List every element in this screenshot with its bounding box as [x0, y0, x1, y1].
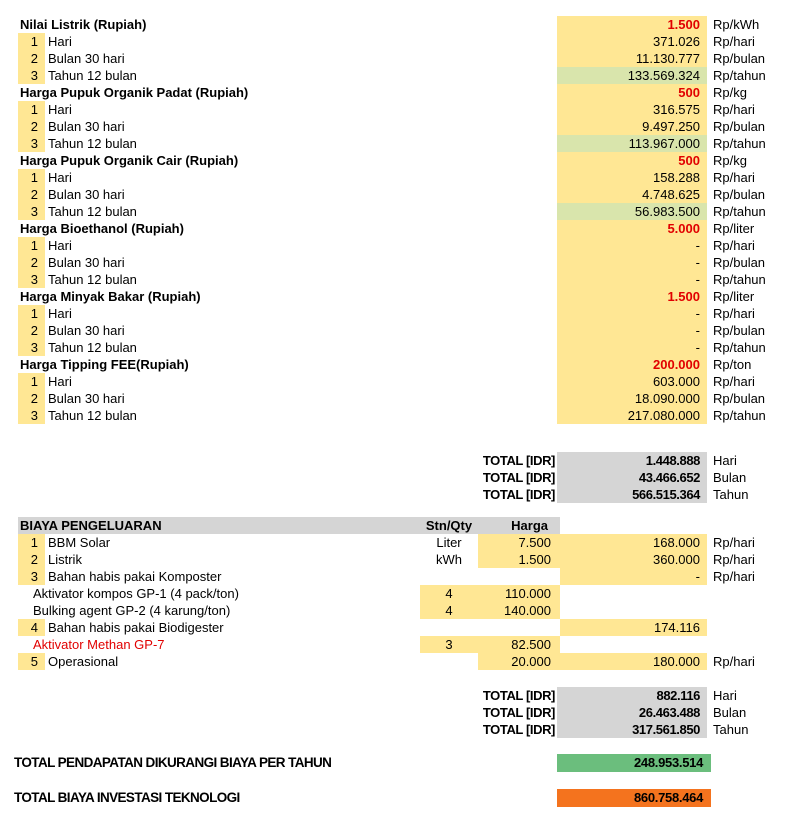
qty-cell: kWh — [436, 552, 462, 567]
expense-row — [0, 653, 786, 670]
total-value-cell: 26.463.488 — [557, 704, 707, 721]
row-number-cell: 1 — [18, 534, 45, 551]
row-number-cell: 3 — [18, 407, 45, 424]
period-label: Hari — [713, 453, 737, 468]
row-number-cell: 2 — [18, 254, 45, 271]
value-cell[interactable]: 371.026 — [557, 33, 707, 50]
summary-label: TOTAL BIAYA INVESTASI TEKNOLOGI — [14, 790, 240, 805]
summary-value-cell: 248.953.514 — [557, 754, 711, 772]
revenue-total-row — [0, 452, 786, 469]
unit-label: Rp/hari — [713, 102, 755, 117]
revenue-row — [0, 67, 786, 84]
row-label: Aktivator kompos GP-1 (4 pack/ton) — [33, 586, 239, 601]
unit-label: Rp/tahun — [713, 68, 766, 83]
value-cell[interactable]: 316.575 — [557, 101, 707, 118]
price-cell[interactable]: 140.000 — [478, 602, 560, 619]
revenue-row — [0, 254, 786, 271]
unit-label: Rp/kWh — [713, 17, 760, 32]
value-cell[interactable]: 113.967.000 — [557, 135, 707, 152]
expense-total-row — [0, 704, 786, 721]
total-value-cell: 566.515.364 — [557, 486, 707, 503]
revenue-row — [0, 271, 786, 288]
value-cell[interactable]: 133.569.324 — [557, 67, 707, 84]
revenue-total-row — [0, 486, 786, 503]
unit-label: Rp/hari — [713, 306, 755, 321]
expenses-col-price-header: Harga — [511, 518, 548, 533]
total-value-cell: 882.116 — [557, 687, 707, 704]
total-value-cell: 43.466.652 — [557, 469, 707, 486]
revenue-row — [0, 118, 786, 135]
row-label: Bulan 30 hari — [48, 51, 125, 66]
summary-value-cell: 860.758.464 — [557, 789, 711, 807]
section-title: Harga Tipping FEE(Rupiah) — [20, 357, 189, 372]
unit-label: Rp/ton — [713, 357, 752, 372]
price-cell[interactable]: 7.500 — [478, 534, 560, 551]
qty-cell[interactable]: 3 — [420, 636, 478, 653]
summary-row — [0, 754, 786, 772]
value-cell[interactable]: - — [557, 305, 707, 322]
expense-row — [0, 585, 786, 602]
unit-label: Rp/tahun — [713, 408, 766, 423]
expenses-header-row — [0, 517, 786, 534]
value-cell[interactable]: 9.497.250 — [557, 118, 707, 135]
section-title: Harga Bioethanol (Rupiah) — [20, 221, 184, 236]
total-label: TOTAL [IDR] — [482, 688, 555, 703]
price-input-cell[interactable]: 500 — [557, 152, 707, 169]
row-label: Bulan 30 hari — [48, 187, 125, 202]
section-title: Harga Minyak Bakar (Rupiah) — [20, 289, 201, 304]
section-header-row — [0, 288, 786, 305]
unit-label: Rp/liter — [713, 221, 755, 236]
expense-row — [0, 551, 786, 568]
row-label: BBM Solar — [48, 535, 111, 550]
row-number-cell: 5 — [18, 653, 45, 670]
row-number-cell: 1 — [18, 305, 45, 322]
value-cell[interactable]: - — [557, 254, 707, 271]
price-cell[interactable]: 82.500 — [478, 636, 560, 653]
row-label: Tahun 12 bulan — [48, 68, 137, 83]
row-label: Bulan 30 hari — [48, 255, 125, 270]
amount-cell[interactable]: - — [560, 568, 707, 585]
revenue-row — [0, 322, 786, 339]
row-label: Bulan 30 hari — [48, 391, 125, 406]
row-label: Listrik — [48, 552, 82, 567]
section-header-row — [0, 152, 786, 169]
revenue-row — [0, 390, 786, 407]
section-header-row — [0, 356, 786, 373]
price-input-cell[interactable]: 200.000 — [557, 356, 707, 373]
amount-cell[interactable]: 174.116 — [560, 619, 707, 636]
row-label: Tahun 12 bulan — [48, 272, 137, 287]
unit-label: Rp/tahun — [713, 204, 766, 219]
row-label: Tahun 12 bulan — [48, 408, 137, 423]
expense-total-row — [0, 687, 786, 704]
section-header-row — [0, 220, 786, 237]
value-cell[interactable]: 217.080.000 — [557, 407, 707, 424]
row-label: Aktivator Methan GP-7 — [33, 637, 165, 652]
summary-row — [0, 789, 786, 807]
revenue-row — [0, 135, 786, 152]
row-label: Tahun 12 bulan — [48, 204, 137, 219]
unit-label: Rp/kg — [713, 85, 747, 100]
unit-label: Rp/hari — [713, 535, 755, 550]
expense-row — [0, 602, 786, 619]
value-cell[interactable]: 18.090.000 — [557, 390, 707, 407]
unit-label: Rp/tahun — [713, 136, 766, 151]
section-header-row — [0, 84, 786, 101]
unit-label: Rp/bulan — [713, 255, 766, 270]
amount-cell[interactable]: 168.000 — [560, 534, 707, 551]
unit-label: Rp/kg — [713, 153, 747, 168]
section-title: Nilai Listrik (Rupiah) — [20, 17, 147, 32]
row-label: Operasional — [48, 654, 119, 669]
section-title: Harga Pupuk Organik Padat (Rupiah) — [20, 85, 249, 100]
section-header-row — [0, 16, 786, 33]
revenue-row — [0, 203, 786, 220]
row-number-cell: 3 — [18, 67, 45, 84]
revenue-row — [0, 305, 786, 322]
total-label: TOTAL [IDR] — [482, 705, 555, 720]
revenue-total-row — [0, 469, 786, 486]
row-number-cell: 2 — [18, 390, 45, 407]
revenue-row — [0, 50, 786, 67]
row-number-cell: 2 — [18, 50, 45, 67]
qty-cell[interactable]: 4 — [420, 602, 478, 619]
qty-cell[interactable]: 4 — [420, 585, 478, 602]
section-title: Harga Pupuk Organik Cair (Rupiah) — [20, 153, 239, 168]
total-label: TOTAL [IDR] — [482, 470, 555, 485]
unit-label: Rp/hari — [713, 374, 755, 389]
total-value-cell: 317.561.850 — [557, 721, 707, 738]
row-label: Bulan 30 hari — [48, 119, 125, 134]
value-cell[interactable]: 56.983.500 — [557, 203, 707, 220]
row-number-cell: 2 — [18, 551, 45, 568]
period-label: Bulan — [713, 705, 747, 720]
revenue-row — [0, 237, 786, 254]
value-cell[interactable]: - — [557, 271, 707, 288]
row-label: Bulking agent GP-2 (4 karung/ton) — [33, 603, 231, 618]
expenses-header-title: BIAYA PENGELUARAN — [20, 518, 162, 533]
value-cell[interactable]: - — [557, 339, 707, 356]
row-label: Hari — [48, 170, 72, 185]
row-number-cell: 3 — [18, 339, 45, 356]
price-cell[interactable]: 20.000 — [478, 653, 560, 670]
unit-label: Rp/bulan — [713, 187, 766, 202]
value-cell[interactable]: 603.000 — [557, 373, 707, 390]
total-label: TOTAL [IDR] — [482, 722, 555, 737]
expenses-col-qty-header: Stn/Qty — [425, 518, 473, 533]
revenue-row — [0, 373, 786, 390]
unit-label: Rp/hari — [713, 552, 755, 567]
row-label: Hari — [48, 34, 72, 49]
unit-label: Rp/hari — [713, 170, 755, 185]
row-number-cell: 1 — [18, 169, 45, 186]
unit-label: Rp/bulan — [713, 51, 766, 66]
period-label: Bulan — [713, 470, 747, 485]
summary-label: TOTAL PENDAPATAN DIKURANGI BIAYA PER TAHUN — [14, 755, 332, 770]
expense-row — [0, 568, 786, 585]
expense-row — [0, 619, 786, 636]
value-cell[interactable]: - — [557, 322, 707, 339]
expense-total-row — [0, 721, 786, 738]
price-input-cell[interactable]: 5.000 — [557, 220, 707, 237]
row-number-cell: 1 — [18, 33, 45, 50]
row-number-cell: 1 — [18, 373, 45, 390]
value-cell[interactable]: 11.130.777 — [557, 50, 707, 67]
value-cell[interactable]: - — [557, 237, 707, 254]
unit-label: Rp/hari — [713, 654, 755, 669]
expense-row — [0, 534, 786, 551]
value-cell[interactable]: 158.288 — [557, 169, 707, 186]
total-label: TOTAL [IDR] — [482, 453, 555, 468]
row-number-cell: 3 — [18, 135, 45, 152]
amount-cell[interactable]: 360.000 — [560, 551, 707, 568]
price-input-cell[interactable]: 500 — [557, 84, 707, 101]
qty-cell: Liter — [436, 535, 462, 550]
period-label: Hari — [713, 688, 737, 703]
unit-label: Rp/hari — [713, 569, 755, 584]
revenue-row — [0, 169, 786, 186]
row-number-cell: 1 — [18, 101, 45, 118]
row-label: Tahun 12 bulan — [48, 136, 137, 151]
unit-label: Rp/liter — [713, 289, 755, 304]
revenue-row — [0, 33, 786, 50]
total-label: TOTAL [IDR] — [482, 487, 555, 502]
revenue-row — [0, 186, 786, 203]
period-label: Tahun — [713, 722, 749, 737]
revenue-row — [0, 339, 786, 356]
unit-label: Rp/bulan — [713, 323, 766, 338]
period-label: Tahun — [713, 487, 749, 502]
row-label: Hari — [48, 306, 72, 321]
unit-label: Rp/bulan — [713, 391, 766, 406]
row-label: Bahan habis pakai Komposter — [48, 569, 222, 584]
unit-label: Rp/tahun — [713, 272, 766, 287]
row-label: Hari — [48, 238, 72, 253]
price-cell[interactable]: 1.500 — [478, 551, 560, 568]
expense-row — [0, 636, 786, 653]
row-number-cell: 2 — [18, 186, 45, 203]
price-cell[interactable]: 110.000 — [478, 585, 560, 602]
row-number-cell: 1 — [18, 237, 45, 254]
total-value-cell: 1.448.888 — [557, 452, 707, 469]
row-label: Bulan 30 hari — [48, 323, 125, 338]
price-input-cell[interactable]: 1.500 — [557, 16, 707, 33]
row-number-cell: 3 — [18, 203, 45, 220]
row-number-cell: 2 — [18, 118, 45, 135]
row-label: Bahan habis pakai Biodigester — [48, 620, 224, 635]
row-label: Hari — [48, 102, 72, 117]
unit-label: Rp/tahun — [713, 340, 766, 355]
row-number-cell: 3 — [18, 271, 45, 288]
amount-cell[interactable]: 180.000 — [560, 653, 707, 670]
unit-label: Rp/hari — [713, 238, 755, 253]
row-label: Tahun 12 bulan — [48, 340, 137, 355]
unit-label: Rp/bulan — [713, 119, 766, 134]
row-label: Hari — [48, 374, 72, 389]
row-number-cell: 2 — [18, 322, 45, 339]
price-input-cell[interactable]: 1.500 — [557, 288, 707, 305]
row-number-cell: 3 — [18, 568, 45, 585]
value-cell[interactable]: 4.748.625 — [557, 186, 707, 203]
row-number-cell: 4 — [18, 619, 45, 636]
revenue-row — [0, 407, 786, 424]
revenue-row — [0, 101, 786, 118]
unit-label: Rp/hari — [713, 34, 755, 49]
